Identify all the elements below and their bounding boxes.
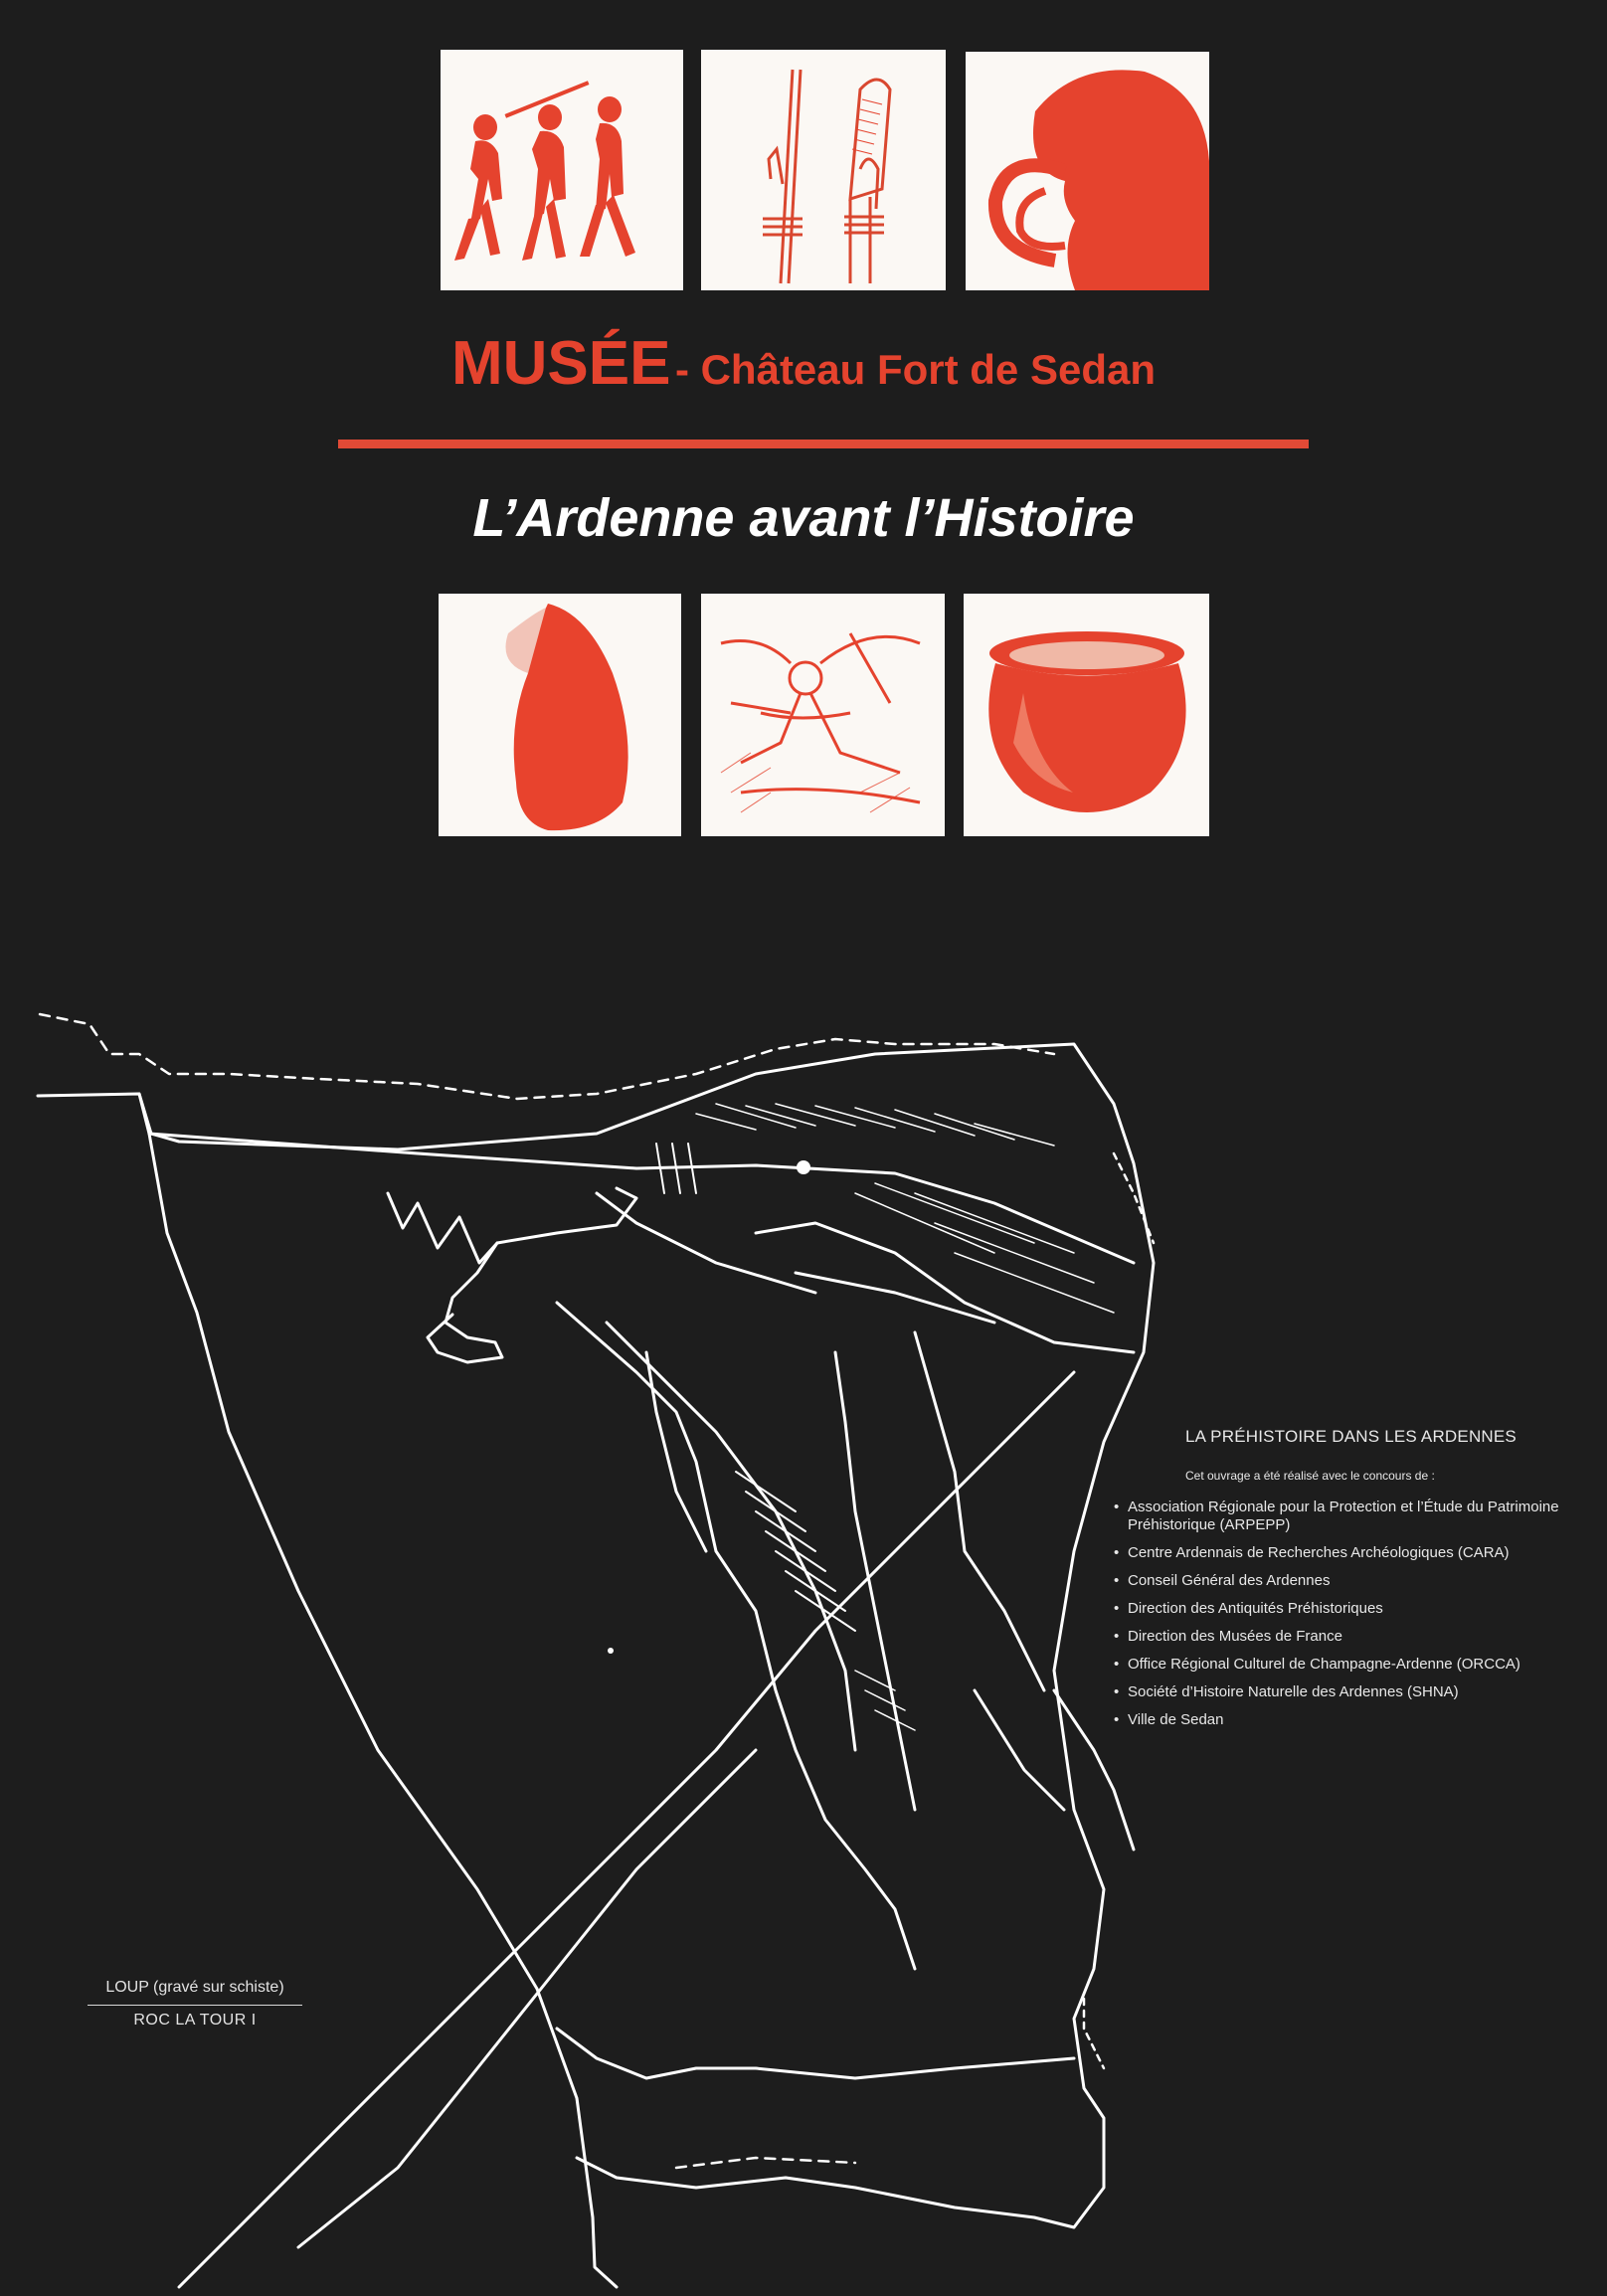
red-divider [338,440,1309,448]
caption-divider [88,2005,302,2006]
flint-handaxe-thumbnail [439,594,681,836]
hafted-tools-thumbnail [701,50,946,290]
credits-block [1104,1427,1601,1739]
credit-item: • Conseil Général des Ardennes [1114,1572,1601,1590]
credit-item: • Centre Ardennais de Recherches Archéologiques (CARA) [1114,1544,1601,1562]
credits-intro: Cet ouvrage a été réalisé avec le concours de : [1185,1469,1435,1483]
hafted-tools-icon [701,50,946,290]
credit-item: • Direction des Musées de France [1114,1628,1601,1646]
museum-name: MUSÉE [451,329,671,398]
human-evolution-icon [441,50,683,290]
subtitle: L’Ardenne avant l’Histoire [472,488,1135,548]
credit-item: • Ville de Sedan [1114,1711,1601,1729]
burial-skeleton-icon [701,594,945,836]
credit-item: • Office Régional Culturel de Champagne-Ardenne (ORCCA) [1114,1656,1601,1674]
credit-item: • Direction des Antiquités Préhistoriques [1114,1600,1601,1618]
credit-item: • Société d’Histoire Naturelle des Ardennes (SHNA) [1114,1683,1601,1701]
clay-pot-thumbnail [964,594,1209,836]
burial-skeleton-thumbnail [701,594,945,836]
credits-list [1114,1499,1601,1729]
credit-item: • Association Régionale pour la Protection et l’Étude du Patrimoine Préhistorique (ARPEPP) [1114,1499,1601,1534]
caption-line-1: LOUP (gravé sur schiste) [105,1979,284,1996]
museum-location: - Château Fort de Sedan [674,346,1156,393]
flint-handaxe-icon [439,594,681,836]
title [0,328,1607,399]
mammoth-icon [966,52,1209,290]
human-evolution-thumbnail [441,50,683,290]
illustration-caption [88,1979,302,2030]
mammoth-thumbnail [966,52,1209,290]
credits-title: LA PRÉHISTOIRE DANS LES ARDENNES [1185,1427,1517,1446]
caption-line-2: ROC LA TOUR I [133,2012,257,2029]
clay-pot-icon [964,594,1209,836]
